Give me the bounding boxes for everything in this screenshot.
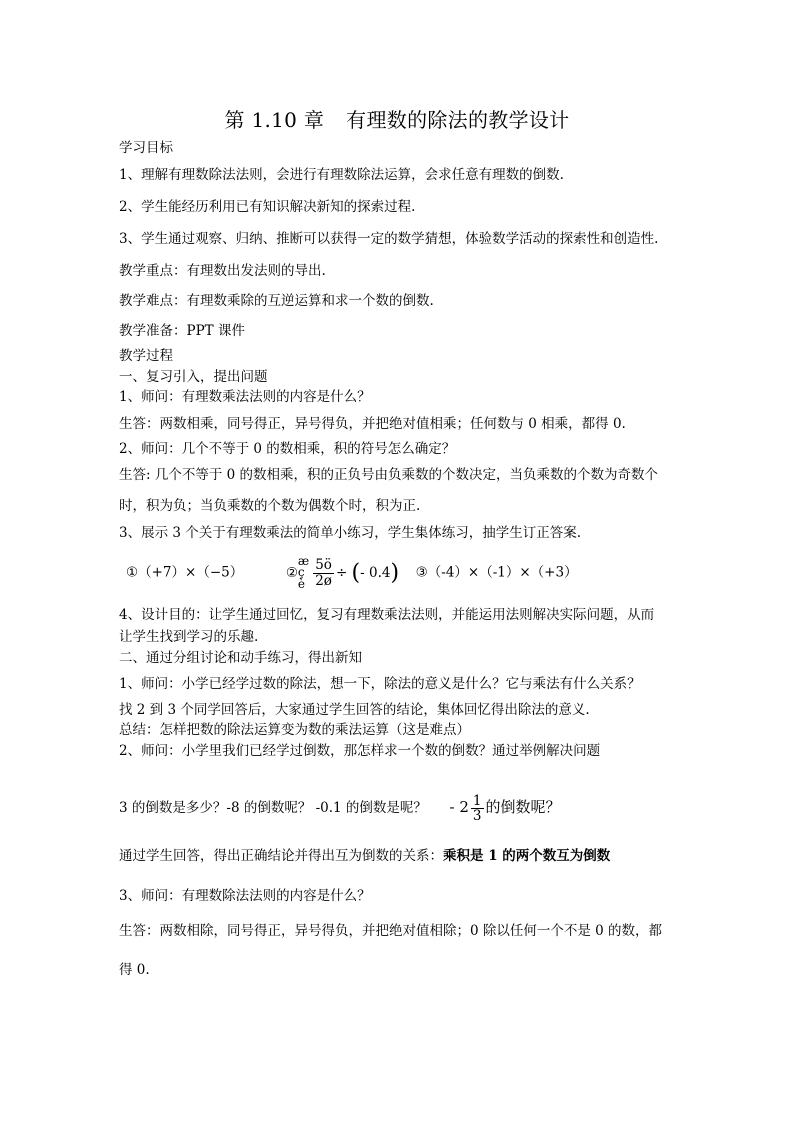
reciprocal-conclusion: 通过学生回答，得出正确结论并得出互为倒数的关系：乘积是 1 的两个数互为倒数 xyxy=(119,848,611,864)
exercise-2-mark: ② xyxy=(285,564,298,581)
question-2: 2、师问：几个不等于 0 的数相乘，积的符号怎么确定？ xyxy=(119,441,456,457)
question-reciprocal: 2、师问：小学里我们已经学过倒数，那怎样求一个数的倒数？通过举例解决问题 xyxy=(119,743,601,759)
design-purpose-line-2: 让学生找到学习的乐趣. xyxy=(119,629,259,645)
teaching-prep: 教学准备：PPT 课件 xyxy=(119,323,245,339)
exercise-2-bracket: æ ç è xyxy=(297,554,310,591)
exercise-2-operator: ÷ xyxy=(335,564,348,581)
exercise-intro: 3、展示 3 个关于有理数乘法的简单小练习，学生集体练习，抽学生订正答案. xyxy=(119,525,582,541)
mixed-number-suffix: 的倒数呢？ xyxy=(485,798,561,817)
goal-1: 1、理解有理数除法法则，会进行有理数除法运算，会求任意有理数的倒数. xyxy=(119,167,564,183)
reciprocal-questions: 3 的倒数是多少？-8 的倒数呢？ -0.1 的倒数是呢？ xyxy=(119,800,427,817)
lesson-topic: 有理数的除法的教学设计 xyxy=(346,108,570,132)
answer-2-line-2: 时，积为负；当负乘数的个数为偶数个时，积为正. xyxy=(119,498,421,514)
difficult-point: 教学难点：有理数乘除的互逆运算和求一个数的倒数. xyxy=(119,293,434,309)
summary: 总结：怎样把数的除法运算变为数的乘法运算（这是难点） xyxy=(119,722,470,738)
group-answer: 找 2 到 3 个同学回答后，大家通过学生回答的结论，集体回忆得出除法的意义. xyxy=(119,702,590,718)
exercise-1: ①（+7）×（−5） xyxy=(126,564,244,581)
mixed-number-fraction: $\frac{1}{3}$ xyxy=(472,793,482,825)
question-division: 1、师问：小学已经学过数的除法，想一下，除法的意义是什么？它与乘法有什么关系？ xyxy=(119,676,641,692)
section-teaching-process: 教学过程 xyxy=(119,348,173,364)
exercise-2-open-paren: ( xyxy=(351,559,361,585)
design-purpose-line-1: 4、设计目的：让学生通过回忆，复习有理数乘法法则，并能运用法则解决实际问题，从而 xyxy=(119,607,655,623)
exercise-2-value: - 0.4 xyxy=(360,564,391,581)
reciprocal-definition: 乘积是 1 的两个数互为倒数 xyxy=(443,848,611,864)
key-point: 教学重点：有理数出发法则的导出. xyxy=(119,263,326,279)
question-division-rule: 3、师问：有理数除法法则的内容是什么？ xyxy=(119,888,371,904)
answer-2-line-1: 生答: 几个不等于 0 的数相乘，积的正负号由负乘数的个数决定，当负乘数的个数为奇数个 xyxy=(119,467,659,483)
exercise-row xyxy=(126,556,578,590)
page-title xyxy=(0,104,794,133)
answer-1: 生答：两数相乘，同号得正，异号得负，并把绝对值相乘；任何数与 0 相乘，都得 0. xyxy=(119,416,626,432)
chapter-number: 第 1.10 章 xyxy=(224,108,325,132)
question-1: 1、师问：有理数乘法法则的内容是什么？ xyxy=(119,389,371,405)
part-1-heading: 一、复习引入，提出问题 xyxy=(119,369,268,385)
exercise-2-fraction: $\frac{5ö}{2ø}$ xyxy=(315,557,332,589)
goal-2: 2、学生能经历利用已有知识解决新知的探索过程. xyxy=(119,199,416,215)
exercise-2 xyxy=(285,554,404,591)
answer-division-rule-line-2: 得 0. xyxy=(119,962,150,978)
reciprocal-examples xyxy=(119,794,561,823)
mixed-number-whole: - 2 xyxy=(449,798,469,817)
exercise-2-close-paren: ) xyxy=(390,559,400,585)
part-2-heading: 二、通过分组讨论和动手练习，得出新知 xyxy=(119,650,362,666)
exercise-3: ③（-4）×（-1）×（+3） xyxy=(415,564,578,581)
section-learning-goals: 学习目标 xyxy=(119,140,173,156)
answer-division-rule-line-1: 生答：两数相除，同号得正，异号得负，并把绝对值相除；0 除以任何一个不是 0 的数，都 xyxy=(119,923,663,939)
goal-3: 3、学生通过观察、归纳、推断可以获得一定的数学猜想，体验数学活动的探索性和创造性. xyxy=(119,231,659,247)
